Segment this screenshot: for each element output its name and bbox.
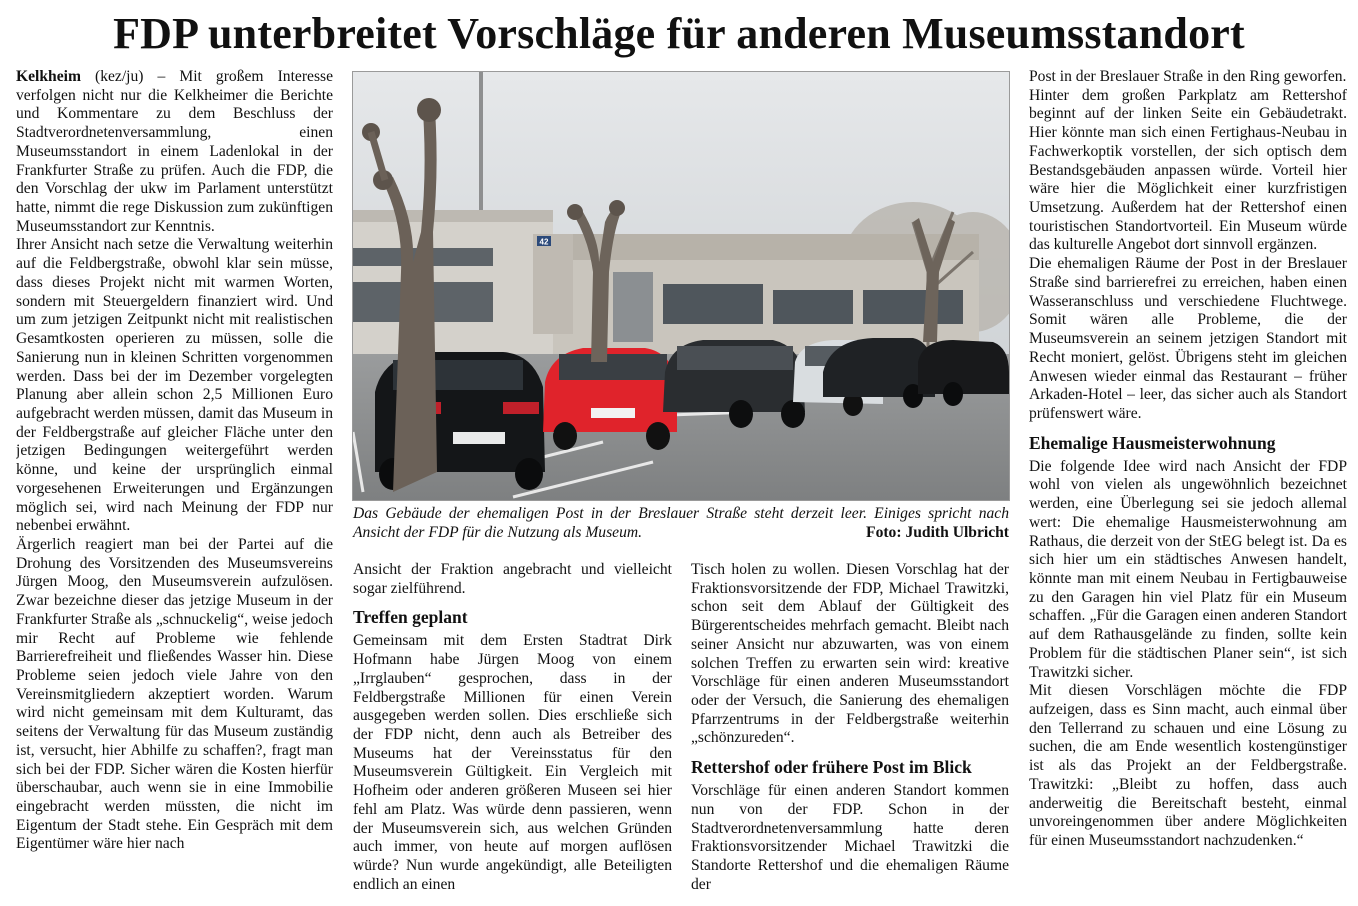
paragraph: Mit diesen Vorschlägen möchte die FDP aufzeigen, dass es Sinn macht, auch einmal über den Tellerrand zu schauen und eine Lösung zu suchen, die am Ende wesentlich kostengünstiger ist als das Projekt an der Feldbergstraße. Trawitzki: „Bleibt zu hoffen, dass auch anderweitig die Bereitschaft besteht, einmal unvoreingenommen über andere Möglichkeiten für einen Museumsstandort nachzudenken.“ — [1029, 682, 1347, 850]
paragraph: Ihrer Ansicht nach setze die Verwaltung weiterhin auf die Feldbergstraße, obwohl klar sein müsse, dass dieses Projekt nicht mit warmen Worten, sondern mit Steuergeldern finanziert wird. Und um zum jetzigen Zeitpunkt nicht mit realistischen Gesamtkosten operieren zu müssen, solle die Sanierung nun in kleinen Schritten vorgenommen werden. Dass bei der im Dezember vorgelegten Planung aber allein schon 2,5 Millionen Euro aufgebracht werden müssen, damit das Museum in der Feldbergstraße auf gleicher Fläche unter den jetzigen Bedingungen weitergeführt werden könne, und keine der ursprünglich einmal vorgesehenen Erweiterungen und Ergänzungen möglich sei, wird nach Meinung der FDP nur nebenbei erwähnt. — [16, 236, 333, 535]
article-column-2 — [353, 561, 672, 899]
article-column-1 — [16, 68, 333, 898]
dateline-city: Kelkheim — [16, 68, 81, 85]
headline: FDP unterbreitet Vorschläge für anderen Museumsstandort — [113, 9, 1245, 58]
lead-text: (kez/ju) – Mit großem Interesse verfolgen nicht nur die Kelkheimer die Berichte und Kommentare zu dem Beschluss der Stadtverordnetenversammlung, einen Museumsstandort in einem Ladenlokal in der Frankfurter Straße zu prüfen. Auch die FDP, die den Vorschlag der ukw im Parlament unterstützt hatte, nimmt die rege Diskussion zum zukünftigen Museumsstandort zur Kenntnis. — [16, 68, 333, 235]
subheading: Ehemalige Hausmeisterwohnung — [1029, 432, 1276, 453]
photo-caption — [353, 505, 1009, 542]
paragraph: Ansicht der Fraktion angebracht und vielleicht sogar zielführend. — [353, 561, 672, 597]
subheading: Rettershof oder frühere Post im Blick — [691, 757, 972, 778]
paragraph: Die folgende Idee wird nach Ansicht der FDP wohl von vielen als ungewöhnlich bezeichnet werden, eine Überlegung sei sie jedoch allemal wert: Die ehemalige Hausmeisterwohnung am Rathaus, die derzeit von der StEG belegt ist. Da es sich hier um ein städtisches Anwesen handelt, könnte man mit einem Neubau in Fertigbauweise zu den Garagen hin viel Platz für ein Museum schaffen. „Für die Garagen einen anderen Standort auf dem Rathausgelände zu finden, sollte kein Problem für die städtischen Planer sein“, ist sich Trawitzki sicher. — [1029, 457, 1347, 681]
subheading: Treffen geplant — [353, 607, 468, 628]
post-building-windows — [663, 284, 963, 324]
paragraph: Vorschläge für einen anderen Standort kommen nun von der FDP. Schon in der Stadtverordnetenversammlung hatte deren Fraktionsvorsitzender Michael Trawitzki die Standorte Rettershof und die ehemaligen Räume der — [691, 782, 1009, 893]
paragraph: Post in der Breslauer Straße in den Ring geworfen. — [1029, 68, 1347, 85]
article-photo — [352, 71, 1010, 501]
article-column-4 — [1029, 68, 1347, 898]
photo-credit: Foto: Judith Ulbricht — [866, 523, 1009, 541]
lead-paragraph — [16, 68, 333, 236]
paragraph: Hinter dem großen Parkplatz am Rettershof beginnt auf der linken Seite ein Gebäudetrakt. Hier könnte man sich einen Fertighaus-Neubau in Fachwerkoptik vorstellen, der sich optisch dem Bestandsgebäuden anpassen würde. Vorteil hier wäre hier die Möglichkeit einer kurzfristigen Umsetzung. Außerdem hat der Rettershof einen touristischen Standortvorteil. Ein Museum würde das kulturelle Angebot dort sinnvoll ergänzen. — [1029, 86, 1347, 254]
caption-text: Das Gebäude der ehemaligen Post in der Breslauer Straße steht derzeit leer. Einiges spricht nach Ansicht der FDP für die Nutzung als Museum. — [353, 505, 1009, 541]
paragraph: Tisch holen zu wollen. Diesen Vorschlag hat der Fraktionsvorsitzende der FDP, Michael Trawitzki, schon seit dem Ablauf der Gültigkeit des Bürgerentscheides mehrfach gemacht. Bleibt nach seiner Ansicht nur abzuwarten, was von einem solchen Treffen zu erwarten sein wird: kreative Vorschläge für einen anderen Museumsstandort oder der Versuch, die Sanierung des ehemaligen Pfarrzentrums in der Feldbergstraße weiterhin „schönzureden“. — [691, 561, 1009, 747]
photo-post-building — [353, 72, 1009, 500]
paragraph: Die ehemaligen Räume der Post in der Breslauer Straße sind barrierefrei zu erreichen, haben einen Wasseranschluss und verschiedene Fluchtwege. Somit wären alle Probleme, die der Museumsverein an seinem jetzigen Standort mit Recht moniert, gelöst. Übrigens steht im gleichen Anwesen wieder einmal das Restaurant – früher Arkaden-Hotel – leer, das sicher auch als Standort prüfenswert wäre. — [1029, 255, 1347, 422]
paragraph: Gemeinsam mit dem Ersten Stadtrat Dirk Hofmann habe Jürgen Moog von einem „Irrglauben“ gesprochen, dass in der Feldbergstraße Millionen für einen Verein ausgegeben werden sollen. Dies erschließe sich der FDP nicht, denn auch als Betreiber des Museums hat der Vereinsstatus für den Museumsverein Gültigkeit. Ein Vergleich mit Hofheim oder anderen größeren Museen sei hier fehl am Platz. Was würde denn passieren, wenn der Museumsverein sich, aus welchen Gründen auch immer, von heute auf morgen auflösen würde? Nun wurde angekündigt, alle Beteiligten endlich an einen — [353, 632, 672, 893]
house-number: 42 — [539, 237, 549, 247]
paragraph: Ärgerlich reagiert man bei der Partei auf die Drohung des Vorsitzenden des Museumsvereins Jürgen Moog, den Museumsverein aufzulösen. Zwar bezeichne dieser das jetzige Museum in der Frankfurter Straße als „schnuckelig“, weise jedoch mir Recht auf Probleme wie fehlende Barrierefreiheit und fließendes Wasser hin. Diese Probleme seien jedoch viele Jahre von den Vereinsmitgliedern akzeptiert worden. Warum wird nicht gemeinsam mit dem Kulturamt, das seitens der Verwaltung für das Museum zuständig ist, versucht, hier Abhilfe zu schaffen?, fragt man sich bei der FDP. Sicher wären die Kosten hierfür überschaubar, auch wenn sie in eine Immobilie eingebracht werden müssten, die nicht im Eigentum der Stadt stehe. Ein Gespräch mit dem Eigentümer wäre hier nach — [16, 535, 333, 853]
article-column-3 — [691, 561, 1009, 899]
